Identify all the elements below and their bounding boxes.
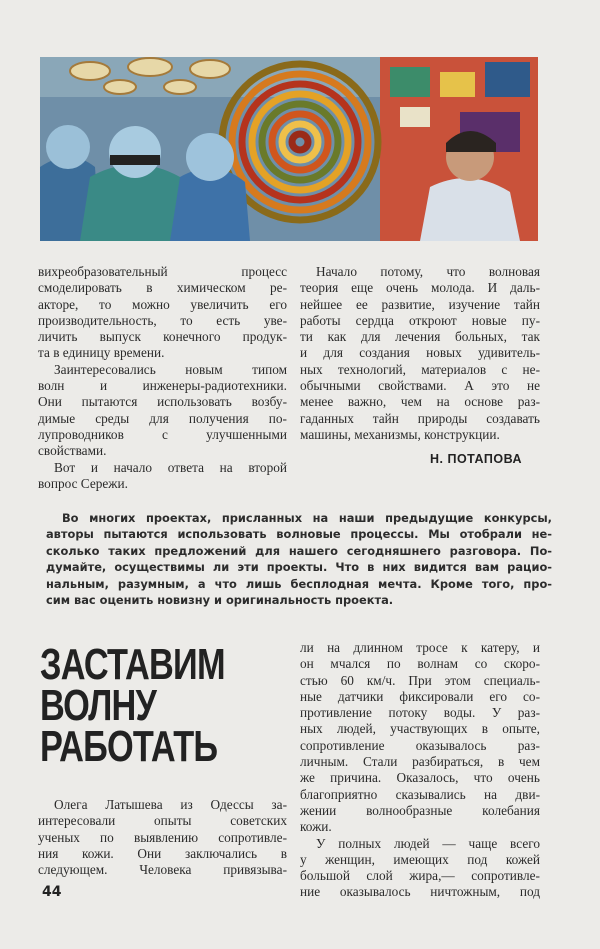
text-line: ных людей, участвующих в опыте, — [300, 721, 540, 737]
text-line: работы сердца откроют новые пу- — [300, 312, 540, 328]
text-line: гаданных тайн природы создавать — [300, 410, 540, 426]
text-line: противление потоку воды. У раз- — [300, 705, 540, 721]
text-line: личить выпуск конечного продук- — [38, 329, 287, 345]
text-line: та в единицу времени. — [38, 345, 165, 361]
text-line: ти как для лечения больных, так — [300, 329, 540, 345]
text-line: ученых по выявлению сопротивле- — [38, 829, 287, 845]
page-number: 44 — [42, 884, 62, 900]
text-line: обычными свойствами. А это не — [300, 378, 540, 394]
text-line: авторы пытаются использовать волновые процессы. Мы отобрали не- — [46, 527, 552, 542]
text-line: благоприятно сказывались на дви- — [300, 786, 540, 802]
text-line: менее важно, чем на основе раз- — [300, 394, 540, 410]
text-line: димые среды для получения по- — [38, 410, 287, 426]
text-line: думайте, осуществимы ли эти проекты. Что в них видится вам рацио- — [46, 560, 552, 575]
text-line: сим вас оценить новизну и оригинальность проекта. — [46, 593, 394, 608]
bottom-right-column — [300, 640, 540, 901]
title-line: РАБОТАТЬ — [40, 722, 218, 771]
text-line: теория еще очень молода. И даль- — [300, 280, 540, 296]
text-line: следующем. Человека привязыва- — [38, 862, 287, 878]
text-line: интересовали опыты советских — [38, 813, 287, 829]
surgery-illustration — [40, 57, 538, 241]
text-line: ных технологий, материалов с не- — [300, 361, 540, 377]
lead-paragraph — [46, 510, 552, 608]
text-line: Они пытаются использовать возбу- — [38, 394, 287, 410]
text-line: у женщин, имеющих под кожей — [300, 851, 540, 867]
top-right-column — [300, 264, 540, 443]
text-line: он мчался по волнам со скоро- — [300, 656, 540, 672]
bottom-left-column — [38, 797, 287, 878]
text-line: смоделировать в химическом ре- — [38, 280, 287, 296]
text-line: Вот и начало ответа на второй — [54, 459, 287, 475]
author-signature: Н. ПОТАПОВА — [430, 452, 523, 466]
text-line: Начало потому, что волновая — [316, 264, 540, 279]
text-line: ние оказывалось ничтожным, под — [300, 884, 540, 900]
text-line: ния кожи. Они заключались в — [38, 845, 287, 861]
text-line: и для создания новых удивитель- — [300, 345, 540, 361]
title-line: ВОЛНУ — [40, 681, 157, 730]
text-line: лупроводников с улучшенными — [38, 426, 287, 442]
text-line: большой слой жира,— сопротивле- — [300, 868, 540, 884]
text-line: Заинтересовались новым типом — [54, 361, 287, 377]
title-line: ЗАСТАВИМ — [40, 640, 225, 689]
text-line: акторе, то можно увеличить его — [38, 296, 287, 312]
text-line: стью 60 км/ч. При этом специаль- — [300, 672, 540, 688]
text-line: машины, механизмы, конструкции. — [300, 426, 500, 442]
text-line: личным. Стали разбираться, в чем — [300, 754, 540, 770]
text-line: жении волнообразные колебания — [300, 802, 540, 818]
text-line: нейшее ее развитие, изучение тайн — [300, 296, 540, 312]
text-line: Во многих проектах, присланных на наши предыдущие конкурсы, — [62, 511, 552, 525]
text-line: кожи. — [300, 819, 332, 835]
text-line: же причина. Оказалось, что очень — [300, 770, 540, 786]
text-line: У полных людей — чаще всего — [316, 835, 540, 851]
article-title — [40, 640, 225, 771]
text-line: сопротивление оказывалось раз- — [300, 737, 540, 753]
top-left-column — [38, 264, 287, 492]
text-line: волн и инженеры-радиотехники. — [38, 378, 287, 394]
text-line: сколько таких предложений для нашего сегодняшнего разговора. По- — [46, 543, 552, 558]
text-line: ные датчики фиксировали его со- — [300, 688, 540, 704]
text-line: Олега Латышева из Одессы за- — [54, 797, 287, 812]
text-line: нальным, разумным, а что лишь бесплодная мечта. Кроме того, про- — [46, 576, 552, 591]
text-line: производительность, то есть уве- — [38, 312, 287, 328]
text-line: вихреобразовательный процесс — [38, 264, 287, 279]
text-line: вопрос Сережи. — [38, 475, 128, 491]
text-line: ли на длинном тросе к катеру, и — [300, 640, 540, 655]
text-line: свойствами. — [38, 443, 107, 459]
